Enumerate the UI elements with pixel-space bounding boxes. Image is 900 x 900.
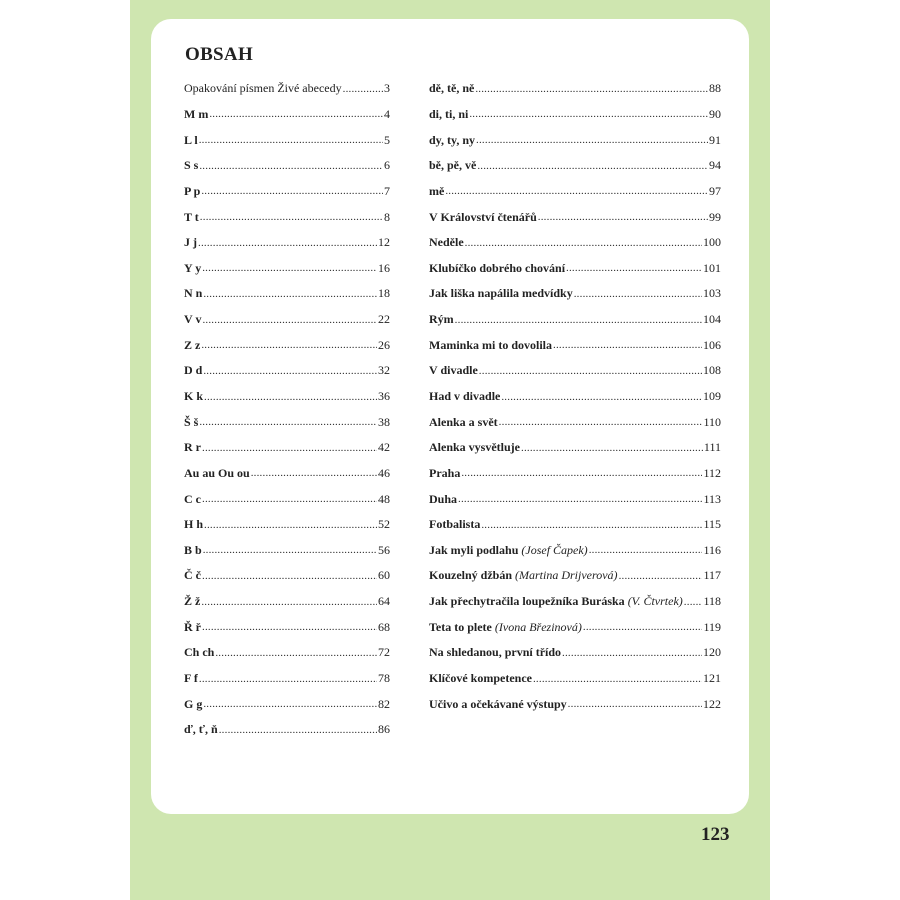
- toc-entry-page: 8: [384, 209, 390, 224]
- toc-entry-label: K k: [184, 389, 204, 403]
- toc-entry-page: 64: [378, 594, 390, 609]
- dot-leader: [203, 365, 377, 377]
- toc-entry-label: Had v divadle: [429, 389, 501, 403]
- toc-entry-label: D d: [184, 363, 203, 378]
- dot-leader: [219, 724, 377, 736]
- toc-entry-page: 38: [378, 414, 390, 429]
- dot-leader: [202, 442, 377, 454]
- toc-entry-label: Č č: [184, 568, 201, 583]
- toc-entry[interactable]: [184, 307, 390, 333]
- toc-entry-page: 7: [384, 183, 390, 198]
- toc-entry-page: 52: [378, 517, 390, 532]
- toc-entry[interactable]: [429, 666, 721, 692]
- toc-entry[interactable]: [429, 76, 721, 102]
- toc-entry-label: H h: [184, 517, 204, 532]
- page-title: OBSAH: [185, 44, 254, 65]
- toc-entry-page: 3: [384, 81, 390, 96]
- toc-entry-page: 68: [378, 619, 390, 634]
- dot-leader: [445, 185, 708, 197]
- dot-leader: [201, 596, 377, 608]
- toc-entry[interactable]: [184, 435, 390, 461]
- toc-entry-page: 100: [703, 235, 721, 250]
- dot-leader: [203, 698, 377, 710]
- toc-entry[interactable]: [184, 255, 390, 281]
- dot-leader: [251, 467, 377, 479]
- toc-entry-page: 103: [703, 286, 721, 301]
- toc-entry-label: V Království čtenářů: [429, 209, 537, 224]
- dot-leader: [202, 493, 377, 505]
- toc-entry[interactable]: [184, 384, 390, 410]
- toc-entry-page: 120: [703, 645, 721, 660]
- toc-entry-page: 86: [378, 722, 390, 737]
- toc-entry-label: B b: [184, 542, 202, 557]
- toc-entry[interactable]: [184, 281, 390, 307]
- toc-entry-label: [429, 543, 588, 558]
- toc-entry-label: Š š: [184, 414, 199, 429]
- toc-entry[interactable]: [429, 179, 721, 205]
- toc-entry-author: (V. Čtvrtek): [627, 594, 683, 609]
- toc-entry-label: Klíčové kompetence: [429, 671, 532, 686]
- toc-entry-label: P p: [184, 183, 201, 198]
- toc-entry-page: 122: [703, 696, 721, 711]
- toc-entry-label: Učivo a očekávané výstupy: [429, 696, 567, 711]
- toc-entry-page: 26: [378, 337, 390, 352]
- toc-entry-page: 106: [703, 337, 721, 352]
- toc-entry[interactable]: [429, 691, 721, 717]
- toc-entry-title: Kouzelný džbán: [429, 568, 513, 583]
- toc-entry-page: 60: [378, 568, 390, 583]
- toc-entry-label: Neděle: [429, 235, 464, 250]
- toc-entry[interactable]: [184, 358, 390, 384]
- toc-entry-label: G g: [184, 696, 203, 711]
- dot-leader: [203, 288, 377, 300]
- toc-entry-label: Duha: [429, 491, 458, 506]
- toc-entry[interactable]: [184, 666, 390, 692]
- toc-entry-label: Ř ř: [184, 619, 201, 634]
- dot-leader: [481, 519, 702, 531]
- dot-leader: [199, 673, 377, 685]
- toc-entry-label: N n: [184, 286, 203, 301]
- toc-entry[interactable]: [184, 127, 390, 153]
- toc-entry[interactable]: [429, 102, 721, 128]
- dot-leader: [477, 160, 708, 172]
- toc-entry[interactable]: [429, 614, 721, 640]
- toc-entry-page: 101: [703, 260, 721, 275]
- toc-entry[interactable]: [184, 717, 390, 743]
- toc-entry-page: 121: [703, 671, 721, 686]
- toc-entry-label: di, ti, ni: [429, 106, 469, 121]
- dot-leader: [461, 467, 702, 479]
- dot-leader: [501, 391, 702, 403]
- dot-leader: [455, 314, 702, 326]
- toc-entry[interactable]: [184, 179, 390, 205]
- toc-entry[interactable]: [429, 204, 721, 230]
- toc-entry-page: 111: [703, 440, 721, 455]
- dot-leader: [589, 544, 703, 556]
- toc-entry-label: V divadle: [429, 363, 478, 378]
- toc-entry-page: 36: [378, 389, 390, 403]
- dot-leader: [476, 134, 708, 146]
- dot-leader: [553, 339, 702, 351]
- toc-entry-label: dě, tě, ně: [429, 81, 475, 96]
- toc-entry[interactable]: [429, 384, 721, 410]
- dot-leader: [204, 519, 377, 531]
- toc-entry-label: Praha: [429, 465, 461, 480]
- toc-entry-label: F f: [184, 671, 198, 686]
- dot-leader: [469, 108, 708, 120]
- dot-leader: [684, 596, 703, 608]
- toc-entry-author: (Josef Čapek): [521, 542, 588, 557]
- toc-entry-page: 110: [703, 414, 721, 429]
- dot-leader: [200, 211, 383, 223]
- toc-entry-page: 46: [378, 465, 390, 480]
- dot-leader: [201, 339, 377, 351]
- toc-entry[interactable]: [184, 153, 390, 179]
- dot-leader: [465, 237, 702, 249]
- toc-entry[interactable]: [429, 435, 721, 461]
- dot-leader: [198, 237, 377, 249]
- toc-entry-page: 90: [709, 106, 721, 121]
- toc-entry-page: 72: [378, 645, 390, 660]
- toc-column-right: [429, 76, 721, 717]
- toc-entry-author: (Martina Drijverová): [515, 568, 618, 583]
- toc-entry-title: Teta to plete: [429, 619, 492, 634]
- toc-entry[interactable]: [184, 76, 390, 102]
- toc-entry-label: [429, 620, 582, 635]
- toc-entry-label: Au au Ou ou: [184, 465, 250, 480]
- toc-entry-page: 56: [378, 542, 390, 557]
- toc-entry[interactable]: [184, 332, 390, 358]
- toc-entry-label: [429, 594, 683, 609]
- dot-leader: [479, 365, 702, 377]
- toc-entry-label: Alenka a svět: [429, 414, 498, 429]
- dot-leader: [199, 416, 377, 428]
- toc-entry-label: R r: [184, 440, 201, 455]
- toc-entry[interactable]: [184, 589, 390, 615]
- toc-entry[interactable]: [429, 589, 721, 615]
- toc-entry-label: mě: [429, 183, 445, 198]
- toc-entry-page: 22: [378, 312, 390, 327]
- toc-entry-page: 97: [709, 183, 721, 198]
- toc-entry[interactable]: [184, 640, 390, 666]
- dot-leader: [619, 570, 703, 582]
- toc-entry-label: Y y: [184, 260, 202, 275]
- toc-entry[interactable]: [429, 538, 721, 564]
- toc-entry-title: Jak přechytračila loupežníka Buráska: [429, 594, 625, 609]
- toc-entry-page: 5: [384, 132, 390, 147]
- toc-entry-page: 104: [703, 312, 721, 327]
- toc-entry-page: 119: [703, 619, 721, 634]
- dot-leader: [458, 493, 702, 505]
- toc-entry-page: 109: [703, 389, 721, 403]
- toc-entry-page: 99: [709, 209, 721, 224]
- toc-entry[interactable]: [429, 461, 721, 487]
- toc-entry-label: Fotbalista: [429, 517, 481, 532]
- dot-leader: [202, 621, 377, 633]
- toc-entry-page: 18: [378, 286, 390, 301]
- toc-entry-page: 16: [378, 260, 390, 275]
- dot-leader: [475, 83, 708, 95]
- toc-entry[interactable]: [429, 255, 721, 281]
- toc-entry-page: 108: [703, 363, 721, 378]
- toc-entry-label: J j: [184, 235, 197, 250]
- toc-entry-page: 42: [378, 440, 390, 455]
- toc-entry[interactable]: [184, 230, 390, 256]
- toc-entry-label: Rým: [429, 312, 454, 327]
- toc-entry-label: L l: [184, 132, 198, 147]
- toc-entry[interactable]: [429, 563, 721, 589]
- toc-entry-label: Maminka mi to dovolila: [429, 337, 553, 352]
- toc-entry-label: T t: [184, 209, 199, 224]
- toc-entry-label: Ž ž: [184, 594, 201, 609]
- toc-entry-label: Klubíčko dobrého chování: [429, 260, 566, 275]
- toc-entry[interactable]: [429, 281, 721, 307]
- toc-entry-page: 113: [703, 491, 721, 506]
- toc-entry-label: Opakování písmen Živé abecedy: [184, 81, 342, 96]
- toc-entry-author: (Ivona Březinová): [494, 619, 582, 634]
- toc-entry-page: 88: [709, 81, 721, 96]
- toc-entry[interactable]: [429, 153, 721, 179]
- dot-leader: [204, 391, 377, 403]
- toc-entry[interactable]: [184, 691, 390, 717]
- toc-entry[interactable]: [184, 538, 390, 564]
- toc-entry[interactable]: [184, 563, 390, 589]
- dot-leader: [566, 262, 702, 274]
- toc-entry-page: 117: [703, 568, 721, 583]
- toc-entry-label: Jak liška napálila medvídky: [429, 286, 573, 301]
- dot-leader: [521, 442, 703, 454]
- toc-entry[interactable]: [184, 102, 390, 128]
- dot-leader: [568, 698, 702, 710]
- toc-entry-page: 118: [703, 594, 721, 609]
- dot-leader: [538, 211, 708, 223]
- toc-entry-page: 48: [378, 491, 390, 506]
- toc-entry-label: Alenka vysvětluje: [429, 440, 520, 455]
- toc-entry-title: Jak myli podlahu: [429, 542, 519, 557]
- dot-leader: [199, 134, 383, 146]
- toc-entry-label: Na shledanou, první třído: [429, 645, 562, 660]
- dot-leader: [201, 185, 383, 197]
- toc-entry-label: bě, pě, vě: [429, 158, 477, 173]
- toc-entry-page: 4: [384, 106, 390, 121]
- dot-leader: [562, 647, 702, 659]
- toc-entry[interactable]: [429, 358, 721, 384]
- toc-entry-label: S s: [184, 158, 199, 173]
- toc-entry[interactable]: [184, 409, 390, 435]
- toc-entry-page: 91: [709, 132, 721, 147]
- toc-entry-page: 12: [378, 235, 390, 250]
- toc-entry[interactable]: [429, 230, 721, 256]
- toc-entry-page: 115: [703, 517, 721, 532]
- toc-entry[interactable]: [429, 486, 721, 512]
- toc-entry-label: ď, ť, ň: [184, 722, 218, 737]
- toc-entry[interactable]: [429, 640, 721, 666]
- toc-entry[interactable]: [429, 127, 721, 153]
- toc-entry[interactable]: [184, 461, 390, 487]
- toc-entry-page: 78: [378, 671, 390, 686]
- toc-entry-page: 116: [703, 542, 721, 557]
- toc-entry-label: M m: [184, 106, 209, 121]
- toc-entry-page: 6: [384, 158, 390, 173]
- toc-entry[interactable]: [184, 512, 390, 538]
- toc-entry[interactable]: [184, 614, 390, 640]
- page-number: 123: [701, 824, 730, 845]
- dot-leader: [343, 83, 383, 95]
- dot-leader: [533, 673, 702, 685]
- dot-leader: [202, 314, 377, 326]
- toc-entry-label: Z z: [184, 337, 201, 352]
- dot-leader: [199, 160, 383, 172]
- toc-entry-label: C c: [184, 491, 201, 506]
- toc-entry-label: dy, ty, ny: [429, 132, 476, 147]
- dot-leader: [203, 544, 377, 556]
- dot-leader: [499, 416, 703, 428]
- toc-entry-page: 112: [703, 465, 721, 480]
- dot-leader: [215, 647, 377, 659]
- toc-entry[interactable]: [429, 409, 721, 435]
- toc-entry-page: 82: [378, 696, 390, 711]
- toc-entry[interactable]: [184, 486, 390, 512]
- dot-leader: [202, 570, 377, 582]
- toc-entry-label: Ch ch: [184, 645, 215, 660]
- dot-leader: [209, 108, 383, 120]
- toc-column-left: [184, 76, 390, 743]
- toc-entry-label: V v: [184, 312, 202, 327]
- toc-entry-page: 94: [709, 158, 721, 173]
- dot-leader: [583, 621, 703, 633]
- toc-entry[interactable]: [429, 307, 721, 333]
- toc-entry[interactable]: [184, 204, 390, 230]
- dot-leader: [574, 288, 702, 300]
- toc-entry[interactable]: [429, 332, 721, 358]
- toc-entry[interactable]: [429, 512, 721, 538]
- dot-leader: [202, 262, 377, 274]
- toc-entry-page: 32: [378, 363, 390, 378]
- toc-entry-label: [429, 568, 618, 583]
